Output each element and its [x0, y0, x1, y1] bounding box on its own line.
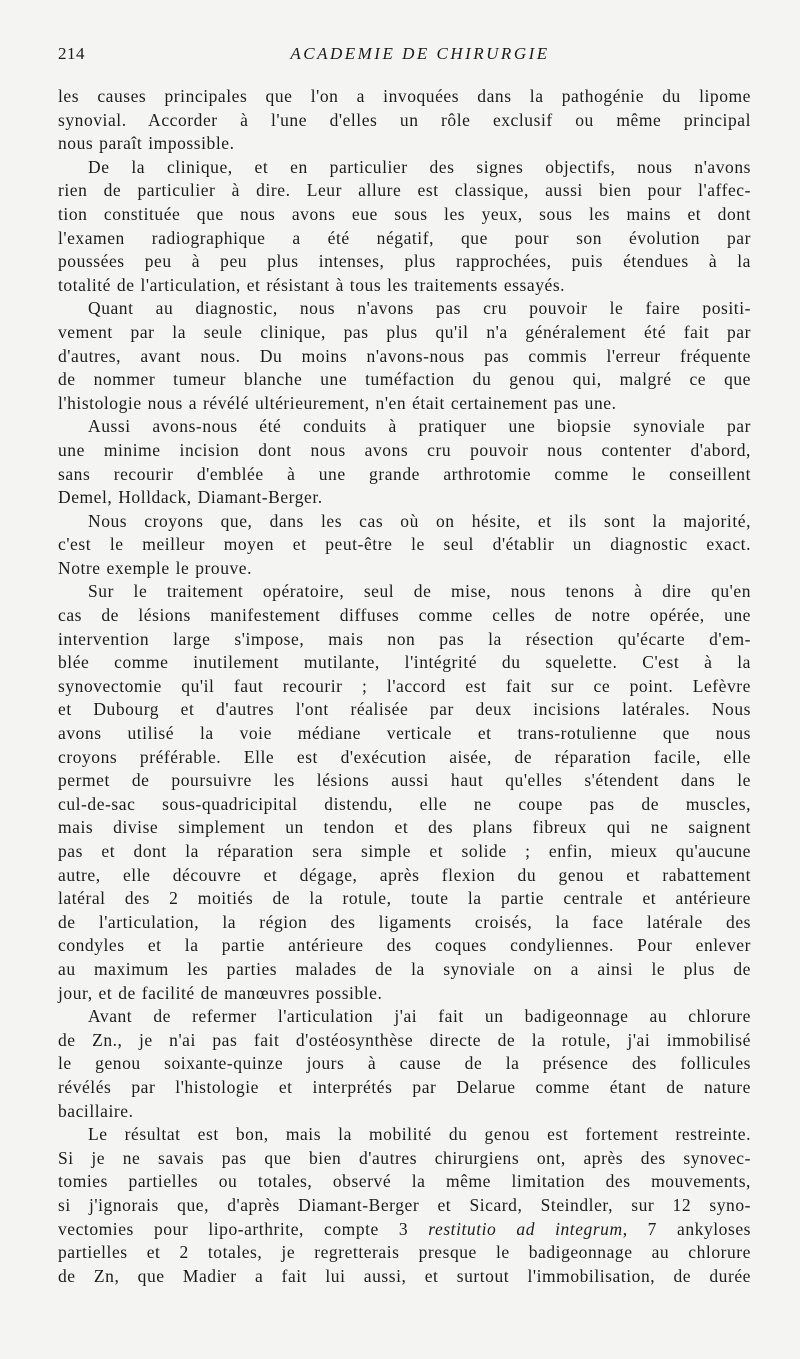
text-line: d'autres, avant nous. Du moins n'avons-nous pas commis l'erreur fréquente	[58, 345, 751, 366]
text-line: de l'articulation, la région des ligaments croisés, la face latérale des	[58, 911, 751, 932]
page-number: 214	[58, 44, 85, 63]
text-line: de Zn., je n'ai pas fait d'ostéosynthèse directe de la rotule, j'ai immobilisé	[58, 1029, 751, 1050]
text-line: tion constituée que nous avons eue sous les yeux, sous les mains et dont	[58, 203, 751, 224]
text-line: une minime incision dont nous avons cru pouvoir nous contenter d'abord,	[58, 439, 751, 460]
text-line: Sur le traitement opératoire, seul de mise, nous tenons à dire qu'en	[88, 581, 751, 602]
text-line: Avant de refermer l'articulation j'ai fait un badigeonnage au chlorure	[88, 1006, 751, 1027]
text-line: poussées peu à peu plus intenses, plus rapprochées, puis étendues à la	[58, 251, 751, 272]
text-line: sans recourir d'emblée à une grande arthrotomie comme le conseillent	[58, 463, 751, 484]
text-line: cas de lésions manifestement diffuses comme celles de notre opérée, une	[58, 605, 751, 626]
text-line: révélés par l'histologie et interprétés par Delarue comme étant de nature	[58, 1076, 751, 1097]
text-line: blée comme inutilement mutilante, l'intégrité du squelette. C'est à la	[58, 652, 751, 673]
text-fragment: vectomies pour lipo-arthrite, compte 3	[58, 1218, 429, 1239]
text-line: avons utilisé la voie médiane verticale et trans-rotulienne que nous	[58, 723, 751, 744]
text-line: De la clinique, et en particulier des signes objectifs, nous n'avons	[88, 156, 751, 177]
page-header	[58, 44, 742, 74]
text-line: condyles et la partie antérieure des coques condyliennes. Pour enlever	[58, 935, 751, 956]
text-line: pas et dont la réparation sera simple et solide ; enfin, mieux qu'aucune	[58, 841, 751, 861]
text-line	[58, 1218, 751, 1242]
text-line: synovial. Accorder à l'une d'elles un rôle exclusif ou même principal	[58, 109, 751, 130]
text-line: bacillaire.	[58, 1100, 134, 1121]
text-line: de Zn, que Madier a fait lui aussi, et surtout l'immobilisation, de durée	[58, 1265, 751, 1286]
text-line: synovectomie qu'il faut recourir ; l'accord est fait sur ce point. Lefèvre	[58, 675, 751, 696]
text-line: permet de poursuivre les lésions aussi haut qu'elles s'étendent dans le	[58, 770, 751, 791]
text-line: partielles et 2 totales, je regretterais presque le badigeonnage au chlorure	[58, 1242, 751, 1263]
text-line: intervention large s'impose, mais non pas la résection qu'écarte d'em-	[58, 628, 751, 649]
text-line: autre, elle découvre et dégage, après flexion du genou et rabattement	[58, 864, 751, 885]
text-line: Quant au diagnostic, nous n'avons pas cru pouvoir le faire positi-	[88, 298, 751, 319]
text-line: jour, et de facilité de manœuvres possible.	[58, 982, 383, 1003]
text-line: cul-de-sac sous-quadricipital distendu, elle ne coupe pas de muscles,	[58, 793, 751, 814]
text-line: croyons préférable. Elle est d'exécution aisée, de réparation facile, elle	[58, 746, 751, 767]
text-line: vement par la seule clinique, pas plus qu'il n'a généralement été fait par	[58, 321, 751, 342]
text-line: c'est le meilleur moyen et peut-être le seul d'établir un diagnostic exact.	[58, 534, 751, 555]
text-line: l'histologie nous a révélé ultérieurement, n'en était certainement pas une.	[58, 392, 617, 413]
text-line: Le résultat est bon, mais la mobilité du genou est fortement restreinte.	[88, 1124, 751, 1145]
latin-phrase: restitutio ad integrum	[428, 1218, 623, 1239]
text-line: mais divise simplement un tendon et des plans fibreux qui ne saignent	[58, 817, 751, 838]
text-line: de nommer tumeur blanche une tuméfaction du genou qui, malgré ce que	[58, 369, 751, 390]
body-text	[58, 85, 751, 1288]
text-line: nous paraît impossible.	[58, 133, 235, 154]
text-line: le genou soixante-quinze jours à cause de la présence des follicules	[58, 1053, 751, 1074]
text-line: latéral des 2 moitiés de la rotule, toute la partie centrale et antérieure	[58, 888, 751, 909]
text-line: rien de particulier à dire. Leur allure est classique, aussi bien pour l'affec-	[58, 180, 751, 201]
text-line: tomies partielles ou totales, observé la même limitation des mouvements,	[58, 1171, 751, 1192]
text-line: et Dubourg et d'autres l'ont réalisée par deux incisions latérales. Nous	[58, 699, 751, 720]
text-line: si j'ignorais que, d'après Diamant-Berger et Sicard, Steindler, sur 12 syno-	[58, 1194, 751, 1215]
text-line: Si je ne savais pas que bien d'autres chirurgiens ont, après des synovec-	[58, 1147, 751, 1168]
text-fragment: , 7 ankyloses	[622, 1218, 752, 1239]
text-line: l'examen radiographique a été négatif, que pour son évolution par	[58, 227, 751, 248]
text-line: au maximum les parties malades de la synoviale on a ainsi le plus de	[58, 958, 751, 979]
text-line: Aussi avons-nous été conduits à pratiquer une biopsie synoviale par	[88, 416, 751, 437]
text-line: totalité de l'articulation, et résistant à tous les traitements essayés.	[58, 274, 566, 295]
text-line: Demel, Holldack, Diamant-Berger.	[58, 487, 323, 508]
text-line: Nous croyons que, dans les cas où on hésite, et ils sont la majorité,	[88, 510, 751, 531]
text-line: Notre exemple le prouve.	[58, 557, 253, 578]
text-line: les causes principales que l'on a invoquées dans la pathogénie du lipome	[58, 86, 751, 106]
running-head: ACADEMIE DE CHIRURGIE	[290, 44, 550, 63]
